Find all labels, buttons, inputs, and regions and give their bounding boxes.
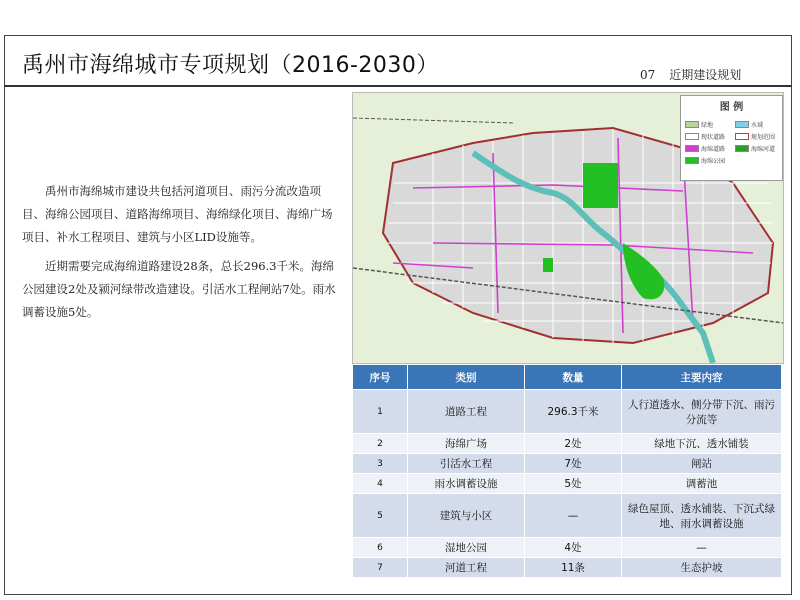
table-row: 1 道路工程 296.3千米 人行道透水、侧分带下沉、雨污分流等	[353, 390, 782, 434]
legend-item-sponge-park: 海绵公园	[685, 156, 725, 165]
table-row: 4 雨水调蓄设施 5处 调蓄池	[353, 474, 782, 494]
table-header-row	[353, 365, 782, 390]
legend-item-sponge-road: 海绵道路	[685, 144, 725, 153]
col-header-content: 主要内容	[622, 365, 782, 390]
central-park	[583, 163, 618, 208]
map-legend	[680, 95, 783, 181]
section-number: 07	[640, 68, 656, 82]
project-table	[352, 364, 782, 578]
legend-item-green: 绿地	[685, 120, 713, 129]
col-header-quantity: 数量	[525, 365, 622, 390]
page-title: 禹州市海绵城市专项规划（2016-2030）	[22, 53, 439, 78]
legend-title: 图 例	[719, 102, 744, 113]
small-park	[543, 258, 553, 272]
description-text	[22, 180, 342, 330]
paragraph-near-term: 近期需要完成海绵道路建设28条，总长296.3千米。海绵公园建设2处及颍河绿带改造建设。引活水工程闸站7处。雨水调蓄设施5处。	[22, 259, 336, 319]
paragraph-projects: 禹州市海绵城市建设共包括河道项目、雨污分流改造项目、海绵公园项目、道路海绵项目、海绵绿化项目、海绵广场项目、补水工程项目、建筑与小区LID设施等。	[22, 184, 333, 244]
table-row: 5 建筑与小区 — 绿色屋顶、透水铺装、下沉式绿地、雨水调蓄设施	[353, 494, 782, 538]
legend-item-road: 现状道路	[685, 132, 725, 141]
col-header-no: 序号	[353, 365, 408, 390]
table-row: 7 河道工程 11条 生态护坡	[353, 558, 782, 578]
section-heading	[640, 66, 741, 83]
title-divider	[4, 85, 792, 87]
legend-item-boundary: 规划范围	[735, 132, 775, 141]
table-row: 2 海绵广场 2处 绿地下沉、透水铺装	[353, 434, 782, 454]
legend-item-water: 水域	[735, 120, 763, 129]
table-row: 3 引活水工程 7处 闸站	[353, 454, 782, 474]
section-name: 近期建设规划	[669, 68, 742, 82]
legend-item-sponge-river: 海绵河道	[735, 144, 775, 153]
table-row: 6 湿地公园 4处 —	[353, 538, 782, 558]
col-header-category: 类别	[408, 365, 525, 390]
